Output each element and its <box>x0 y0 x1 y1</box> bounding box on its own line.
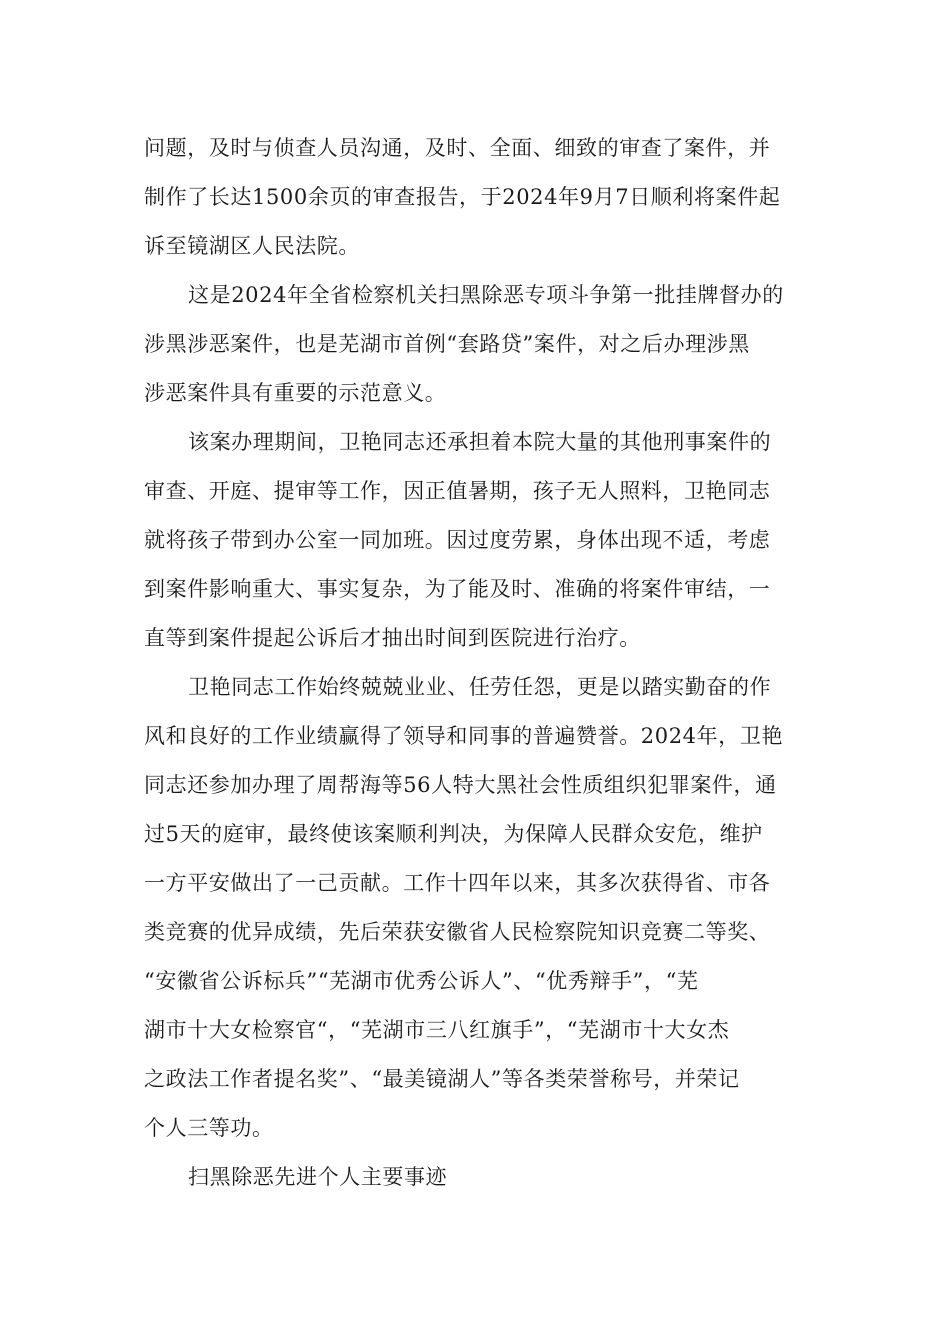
text-line: 审查、开庭、提审等工作，因正值暑期，孩子无人照料，卫艳同志 <box>144 479 771 503</box>
text-line: 风和良好的工作业绩赢得了领导和同事的普遍赞誉。2024年，卫艳 <box>144 724 784 748</box>
text-line: 就将孩子带到办公室一同加班。因过度劳累，身体出现不适，考虑 <box>144 528 771 552</box>
paragraph-4 <box>144 663 804 1153</box>
text-line: 该案办理期间，卫艳同志还承担着本院大量的其他刑事案件的 <box>188 430 772 454</box>
text-line: 直等到案件提起公诉后才抽出时间到医院进行治疗。 <box>144 626 641 650</box>
text-line: 类竞赛的优异成绩，先后荣获安徽省人民检察院知识竞赛二等奖、 <box>144 920 771 944</box>
heading-text: 扫黑除恶先进个人主要事迹 <box>188 1165 448 1189</box>
section-heading <box>144 1153 804 1202</box>
paragraph-1 <box>144 124 804 271</box>
text-line: 卫艳同志工作始终兢兢业业、任劳任怨，更是以踏实勤奋的作 <box>188 675 772 699</box>
text-line: 湖市十大女检察官“，“芜湖市三八红旗手”，“芜湖市十大女杰 <box>144 1018 730 1042</box>
text-line: 同志还参加办理了周帮海等56人特大黑社会性质组织犯罪案件，通 <box>144 773 777 797</box>
text-line: 过5天的庭审，最终使该案顺利判决，为保障人民群众安危，维护 <box>144 822 763 846</box>
text-line: “安徽省公诉标兵”“芜湖市优秀公诉人”、“优秀辩手”，“芜 <box>144 969 699 993</box>
text-line: 这是2024年全省检察机关扫黑除恶专项斗争第一批挂牌督办的 <box>188 283 784 307</box>
text-line: 涉恶案件具有重要的示范意义。 <box>144 381 447 405</box>
paragraph-3 <box>144 418 804 663</box>
text-line: 个人三等功。 <box>144 1116 274 1140</box>
text-line: 到案件影响重大、事实复杂，为了能及时、准确的将案件审结，一 <box>144 577 771 601</box>
document-body <box>144 124 804 1202</box>
text-line: 一方平安做出了一己贡献。工作十四年以来，其多次获得省、市各 <box>144 871 771 895</box>
text-line: 涉黑涉恶案件，也是芜湖市首例“套路贷”案件，对之后办理涉黑 <box>144 332 750 356</box>
paragraph-2 <box>144 271 804 418</box>
text-line: 问题，及时与侦查人员沟通，及时、全面、细致的审查了案件，并 <box>144 136 771 160</box>
text-line: 诉至镜湖区人民法院。 <box>144 234 360 258</box>
text-line: 制作了长达1500余页的审查报告，于2024年9月7日顺利将案件起 <box>144 185 781 209</box>
text-line: 之政法工作者提名奖”、“最美镜湖人”等各类荣誉称号，并荣记 <box>144 1067 740 1091</box>
